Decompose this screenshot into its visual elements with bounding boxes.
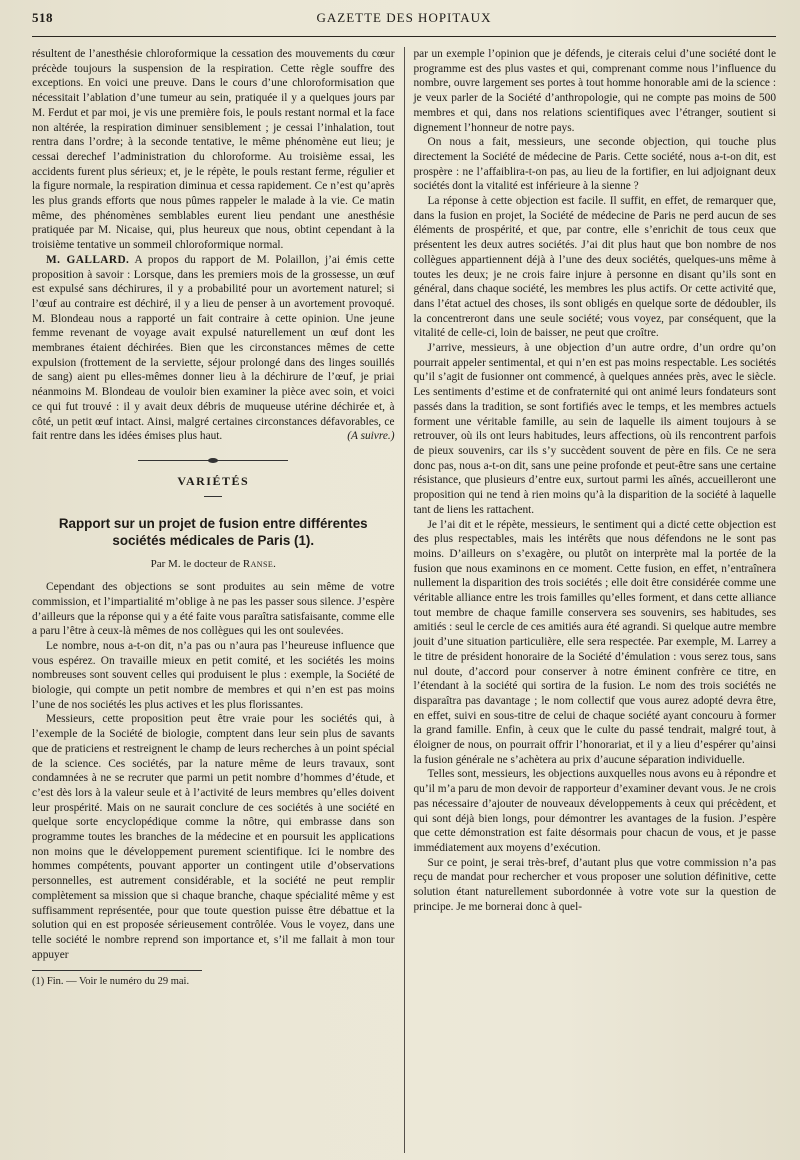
- page-number: 518: [32, 10, 53, 25]
- paragraph: Telles sont, messieurs, les objections auxquelles nous avons eu à répondre et qu’il m’a paru de mon devoir de rapporteur d’examiner devant vous. Je ne crois pas nécessaire d’ajouter de nouveaux développements à ceux qui précèdent, et qui sont déjà bien longs, pour démontrer les avantages de la fusion. J’espère que cette démonstration est faite désormais pour chacun de vous, et je passe immédiatement aux moyens d’exécution.: [413, 768, 776, 854]
- paragraph: Messieurs, cette proposition peut être vraie pour les sociétés qui, à l’exemple de la Société de biologie, comptent dans leur sein plus de savants que de praticiens et restreignent le champ de leurs recherches à un point spécial de la science. Ces sociétés, par la nature même de leurs travaux, sont condamnées à ne se recruter que parmi un petit nombre d’hommes d’étude, et c’est dès lors à la valeur seule et à l’activité de leurs membres qu’elles doivent leur prospérité. Mais on ne saurait conclure de ces sociétés à une société en quelque sorte encyclopédique comme la nôtre, qui embrasse dans son programme toutes les branches de la médecine et en poursuit les applications non moins que le développement purement scientifique. Ici le nombre des hommes compétents, pouvant apporter un contingent utile d’observations personnelles, est autrement considérable, et la société ne peut remplir complètement sa mission que si chaque branche, chaque spécialité même y est suffisamment représentée, pour que toute question puisse être débattue et la solution qui en est proposée sérieusement contrôlée. Vous le voyez, dans une telle société le nombre reprend son importance et, s’il me fallait à mon tour appuyer: [32, 713, 395, 961]
- article-title: Rapport sur un projet de fusion entre différentes sociétés médicales de Paris (1).: [58, 516, 368, 549]
- page-header: [32, 10, 776, 37]
- paragraph: [32, 253, 395, 444]
- right-column: [404, 47, 777, 1153]
- paragraph: La réponse à cette objection est facile. Il suffit, en effet, de remarquer que, dans la fusion en projet, la Société de médecine de Paris ne perd aucun de ses éléments de prospérité, et que, par contre, elle s’enrichit de tous ceux que présentent les deux autres sociétés. J’ai dit plus haut que bon nombre de nos collègues appartiennent déjà à l’une des deux sociétés, quelques-uns même à toutes les deux; je ne crois faire injure à personne en disant qu’ils sont en général, dans chaque société, les membres les plus actifs. Or cette activité que, dans l’état actuel des choses, ils sont obligés en quelque sorte de dédoubler, ils la concentreront dans une seule société; vous voyez, par conséquent, que la vitalité de celle-ci, loin de baisser, ne peut que croître.: [413, 195, 776, 340]
- paragraph: Le nombre, nous a-t-on dit, n’a pas ou n’aura pas l’heureuse influence que vous espérez. On travaille mieux en petit comité, et les sociétés les moins nombreuses sont souvent celles qui produisent le plus : exemple, la Société de biologie, qui compte un petit nombre de membres et qui n’en est pas moins l’une de nos sociétés les plus actives et les plus florissantes.: [32, 639, 395, 711]
- left-column: [32, 47, 404, 1153]
- speaker-name: M. GALLARD.: [46, 253, 130, 266]
- paragraph: J’arrive, messieurs, à une objection d’un autre ordre, d’un ordre qu’on pourrait appeler sentimental, et qui n’en est pas moins respectable. Les sociétés qu’il s’agit de fusionner ont commencé, à quelques années près, avec le siècle. Les sentiments d’estime et de confraternité qui ont animé leurs fondateurs sont passés dans la tradition, se sont fortifiés avec le temps, et les membres actuels forment une véritable famille, au sein de laquelle ils aiment toujours à se retrouver, où ils ont leurs habitudes, leurs affections, où ils rencontrent parfois de pieux souvenirs, car ils s’y succèdent souvent de père en fils. Ce ne sera donc pas, nous a-t-on dit, sans une peine profonde et peut-être sans une certaine résistance, que plusieurs d’entre eux, surtout parmi les aînés, accueilleront une proposition qui ne tend à rien moins qu’à la disparition de la société à laquelle tant de liens les rattachent.: [413, 342, 776, 516]
- byline-prefix: Par M. le docteur de: [150, 558, 243, 571]
- paragraph: résultent de l’anesthésie chloroformique la cessation des mouvements du cœur précède toujours la suspension de la respiration. Cette règle souffre des exceptions. En voici une preuve. Dans le cours d’une chloroformisation que nécessitait l’ablation d’une tumeur au sein, pratiquée il y a quelques jours par M. Ferdut et par moi, je vis une première fois, le pouls restant normal et la face non altérée, la respiration diminuer sensiblement ; je cessai l’inhalation, tout rentra dans l’ordre; à la seconde tentative, le même phénomène eut lieu; je cessai derechef l’administration du chloroforme. Au troisième essai, les accidents furent plus sérieux; et, je le répète, le pouls restant ferme, régulier et la figure normale, la respiration diminua et cessa rapidement. Ce n’est qu’après les plus grands efforts que nous pûmes rappeler le malade à la vie. Ce matin même, des phénomènes semblables eurent lieu pendant une anesthésie pratiquée par M. Nicaise, qui, plus heureux que nous, obtint cependant à la troisième tentative un sommeil chloroformique normal.: [32, 48, 395, 252]
- footnote-rule: [32, 970, 202, 971]
- paragraph: On nous a fait, messieurs, une seconde objection, qui touche plus directement la Société de médecine de Paris. Cette société, nous a-t-on dit, est prospère : ne l’affaiblira-t-on pas, au lieu de la fortifier, en lui adjoignant deux sociétés dont la vitalité est inférieure à la sienne ?: [413, 136, 776, 193]
- section-title: VARIÉTÉS: [177, 473, 250, 488]
- divider: [204, 496, 222, 497]
- author-name: Ranse: [242, 558, 274, 571]
- footnote: (1) Fin. — Voir le numéro du 29 mai.: [32, 976, 190, 988]
- columns: [32, 47, 776, 1153]
- to-be-continued: (A suivre.): [347, 430, 395, 443]
- paragraph: par un exemple l’opinion que je défends, je citerais celui d’une société dont le programme est des plus vastes et qui, comprenant comme nous l’influence du nombre, ouvre largement ses portes à tout homme honorable ami de la science : je veux parler de la Société d’anthropologie, qui ne compte pas moins de 500 membres et qui, dans nos relations scientifiques avec l’étranger, soutient si dignement l’honneur de notre pays.: [413, 48, 776, 134]
- paragraph: Je l’ai dit et le répète, messieurs, le sentiment qui a dicté cette objection est des plus respectables, mais les intérêts que nous défendons ne le sont pas moins. D’ailleurs on s’exagère, ou plutôt on interprète mal la portée de la fusion que nous examinons en ce moment. Cette fusion, en effet, n’entraînera nullement la disparition des trois sociétés ; elle doit être considérée comme une véritable alliance entre les trois familles qu’elles forment, et dans cette alliance tout membre de chaque famille conservera ses souvenirs, ses habitudes, ses amitiés : seul le cercle de ces amitiés aura été agrandi. Si quelque autre membre jouit d’une situation particulière, elle sera respectée. Par exemple, M. Larrey a le titre de président honoraire de la Société d’émulation : vous serez tous, sans nul doute, d’accord pour conserver à notre éminent confrère ce titre, en l’étendant à la société qui sortira de la fusion. Le nom des trois sociétés ne disparaîtra pas davantage ; le nom collectif que vous aurez adopté devra être, en effet, suivi en sous-titre de celui de chaque société ayant concouru à former la grand famille. Enfin, à ceux que le culte du passé tendrait, malgré tout, à éloigner de nous, on pourrait offrir l’honorariat, et il y a lieu d’espérer qu’ainsi la fusion générale ne s’achètera au prix d’aucune séparation individuelle.: [413, 518, 776, 766]
- byline: [32, 557, 395, 572]
- paragraph-text: A propos du rapport de M. Polaillon, j’ai émis cette proposition à savoir : Lorsque, dans les premiers mois de la grossesse, un œuf est expulsé sans déchirures, il y a probabilité pour un avortement naturel; si l’œuf au contraire est déchiré, il y a lieu de penser à un avortement provoqué. M. Blondeau nous a rapporté un fait contraire à cette opinion. Une jeune femme revenant de voyage avait expulsé naturellement un œuf dont les membranes étaient déchirées. Bien que les circonstances mêmes de cette expulsion (frottement de la serviette, séjour prolongé dans des linges souillés de sang) aient pu elles-mêmes donner lieu à la déchirure de l’œuf, je priai néanmoins M. Blondeau de vouloir bien examiner la pièce avec soin, et voici ce qui fut trouvé : il y avait deux débris de muqueuse utérine déchirée et, à côté, un petit œuf intact. Ainsi, malgré certaines circonstances défavorables, ce fait rentre dans les idées émises plus haut.: [32, 253, 395, 443]
- ornamental-separator: [32, 451, 395, 466]
- byline-suffix: .: [273, 558, 276, 571]
- paragraph: Cependant des objections se sont produites au sein même de votre commission, et l’impartialité m’oblige à ne pas les passer sous silence. J’espère d’ailleurs que la réponse qui y a été faite vous paraîtra satisfaisante, comme elle a paru l’être à ceux-là mêmes de nos collègues qui les ont soulevées.: [32, 581, 395, 638]
- paragraph: Sur ce point, je serai très-bref, d’autant plus que votre commission n’a pas reçu de mandat pour rechercher et vous proposer une solution définitive, cette solution étant naturellement subordonnée à votre vote sur la question de principe. Je me bornerai donc à quel-: [413, 856, 776, 913]
- journal-title: GAZETTE DES HOPITAUX: [316, 10, 492, 25]
